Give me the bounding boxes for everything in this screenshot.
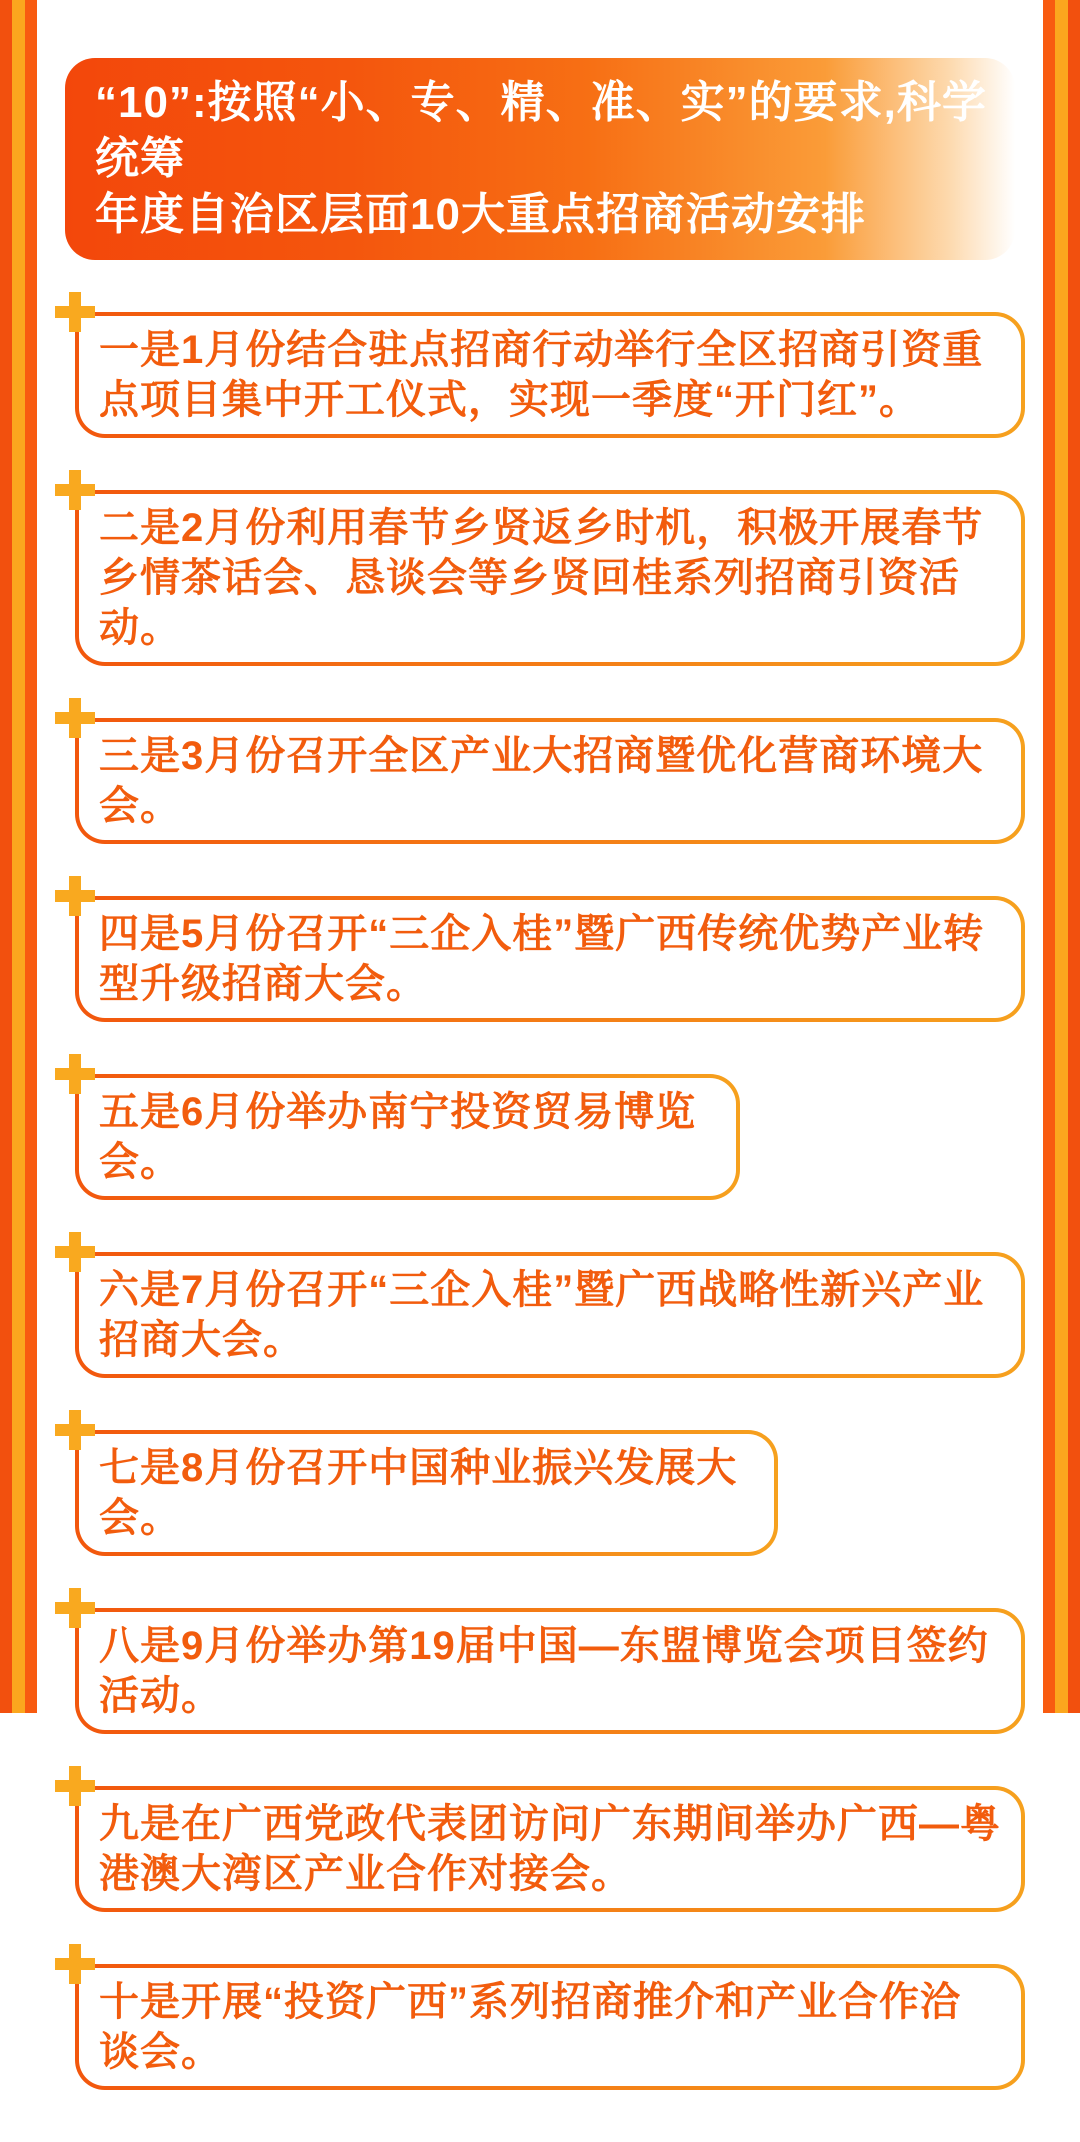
plus-icon: [55, 1410, 95, 1450]
plus-icon: [55, 1054, 95, 1094]
activity-card: [75, 1430, 778, 1556]
activity-text: 二是2月份利用春节乡贤返乡时机，积极开展春节乡情茶话会、恳谈会等乡贤回桂系列招商引资活动。: [79, 494, 1021, 662]
plus-icon: [55, 1232, 95, 1272]
plus-icon: [55, 698, 95, 738]
plus-icon: [55, 1766, 95, 1806]
activity-card: [75, 896, 1025, 1022]
activity-card: [75, 1252, 1025, 1378]
header-title-line2: 年度自治区层面10大重点招商活动安排: [95, 190, 866, 239]
activity-card: [75, 1964, 1025, 2090]
plus-icon: [55, 470, 95, 510]
activity-text: 五是6月份举办南宁投资贸易博览会。: [79, 1078, 736, 1196]
header-title-line1: “10”:按照“小、专、精、准、实”的要求,科学统筹: [95, 78, 987, 183]
activity-text: 四是5月份召开“三企入桂”暨广西传统优势产业转型升级招商大会。: [79, 900, 1021, 1018]
left-frame-stripe: [0, 0, 37, 1713]
activity-text: 十是开展“投资广西”系列招商推介和产业合作洽谈会。: [79, 1968, 1021, 2086]
right-frame-stripe: [1043, 0, 1080, 1713]
activity-text: 九是在广西党政代表团访问广东期间举办广西—粤港澳大湾区产业合作对接会。: [79, 1790, 1021, 1908]
activity-card: [75, 1608, 1025, 1734]
activity-text: 七是8月份召开中国种业振兴发展大会。: [79, 1434, 774, 1552]
plus-icon: [55, 1944, 95, 1984]
activity-card: [75, 1786, 1025, 1912]
activity-text: 六是7月份召开“三企入桂”暨广西战略性新兴产业招商大会。: [79, 1256, 1021, 1374]
activity-card: [75, 718, 1025, 844]
header-banner: [65, 58, 1015, 260]
activity-text: 一是1月份结合驻点招商行动举行全区招商引资重点项目集中开工仪式，实现一季度“开门红”。: [79, 316, 1021, 434]
plus-icon: [55, 876, 95, 916]
activity-card: [75, 1074, 740, 1200]
plus-icon: [55, 292, 95, 332]
activity-card: [75, 312, 1025, 438]
activity-text: 八是9月份举办第19届中国—东盟博览会项目签约活动。: [79, 1612, 1021, 1730]
activity-card: [75, 490, 1025, 666]
activity-text: 三是3月份召开全区产业大招商暨优化营商环境大会。: [79, 722, 1021, 840]
content-area: [37, 0, 1043, 2142]
plus-icon: [55, 1588, 95, 1628]
activities-list: [65, 312, 1043, 2090]
